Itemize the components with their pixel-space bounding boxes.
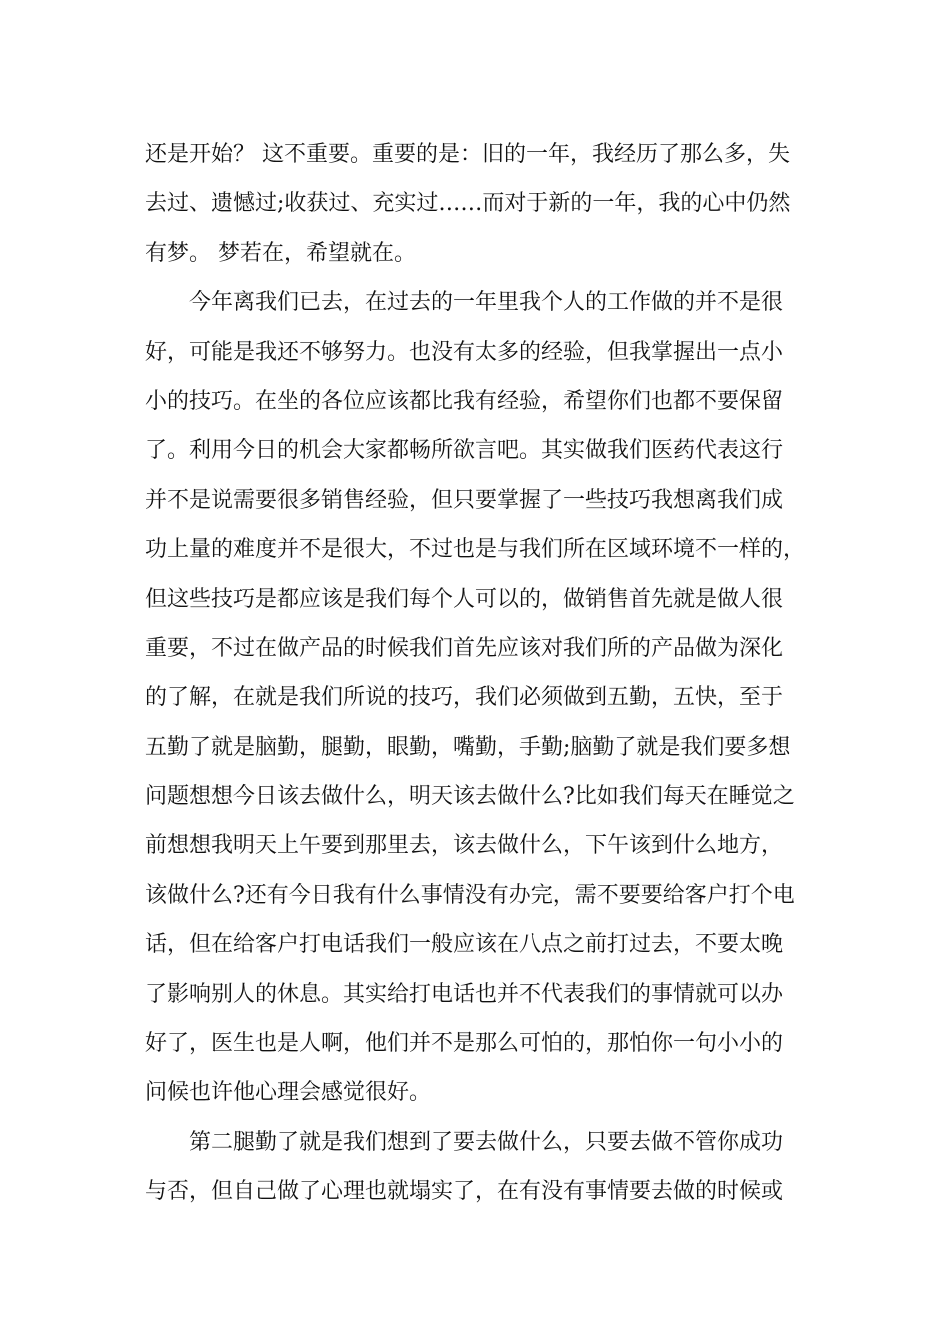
- text-line: 五勤了就是脑勤，腿勤，眼勤，嘴勤，手勤;脑勤了就是我们要多想: [145, 734, 791, 760]
- paragraph-start-line: 今年离我们已去，在过去的一年里我个人的工作做的并不是很: [189, 290, 784, 316]
- text-line: 了。利用今日的机会大家都畅所欲言吧。其实做我们医药代表这行: [145, 438, 784, 464]
- text-line: 与否，但自己做了心理也就塌实了，在有没有事情要去做的时候或: [145, 1179, 784, 1205]
- paragraph-start-line: 第二腿勤了就是我们想到了要去做什么，只要去做不管你成功: [189, 1129, 784, 1155]
- text-line: 有梦。 梦若在，希望就在。: [145, 240, 416, 266]
- text-line: 还是开始？ 这不重要。重要的是：旧的一年，我经历了那么多，失: [145, 142, 790, 167]
- text-line: 的了解，在就是我们所说的技巧，我们必须做到五勤，五快，至于: [145, 685, 784, 711]
- text-line: 但这些技巧是都应该是我们每个人可以的，做销售首先就是做人很: [145, 586, 784, 612]
- text-line: 问候也许他心理会感觉很好。: [145, 1080, 432, 1106]
- text-line: 去过、遗憾过;收获过、充实过……而对于新的一年，我的心中仍然: [145, 191, 791, 217]
- text-line: 小的技巧。在坐的各位应该都比我有经验，希望你们也都不要保留: [145, 388, 784, 414]
- text-line: 话，但在给客户打电话我们一般应该在八点之前打过去，不要太晚: [145, 932, 784, 958]
- text-line: 问题想想今日该去做什么，明天该去做什么?比如我们每天在睡觉之: [145, 784, 795, 810]
- text-line: 了影响别人的休息。其实给打电话也并不代表我们的事情就可以办: [145, 981, 784, 1007]
- text-line: 好了，医生也是人啊，他们并不是那么可怕的，那怕你一句小小的: [145, 1031, 784, 1057]
- text-line: 该做什么?还有今日我有什么事情没有办完，需不要要给客户打个电: [145, 882, 795, 908]
- text-line: 重要，不过在做产品的时候我们首先应该对我们所的产品做为深化: [145, 635, 784, 661]
- text-line: 好，可能是我还不够努力。也没有太多的经验，但我掌握出一点小: [145, 339, 784, 365]
- text-line: 并不是说需要很多销售经验，但只要掌握了一些技巧我想离我们成: [145, 487, 784, 513]
- text-line: 前想想我明天上午要到那里去，该去做什么，下午该到什么地方，: [145, 833, 784, 859]
- document-body: [145, 130, 815, 1217]
- text-line: 功上量的难度并不是很大，不过也是与我们所在区域环境不一样的，: [145, 537, 806, 563]
